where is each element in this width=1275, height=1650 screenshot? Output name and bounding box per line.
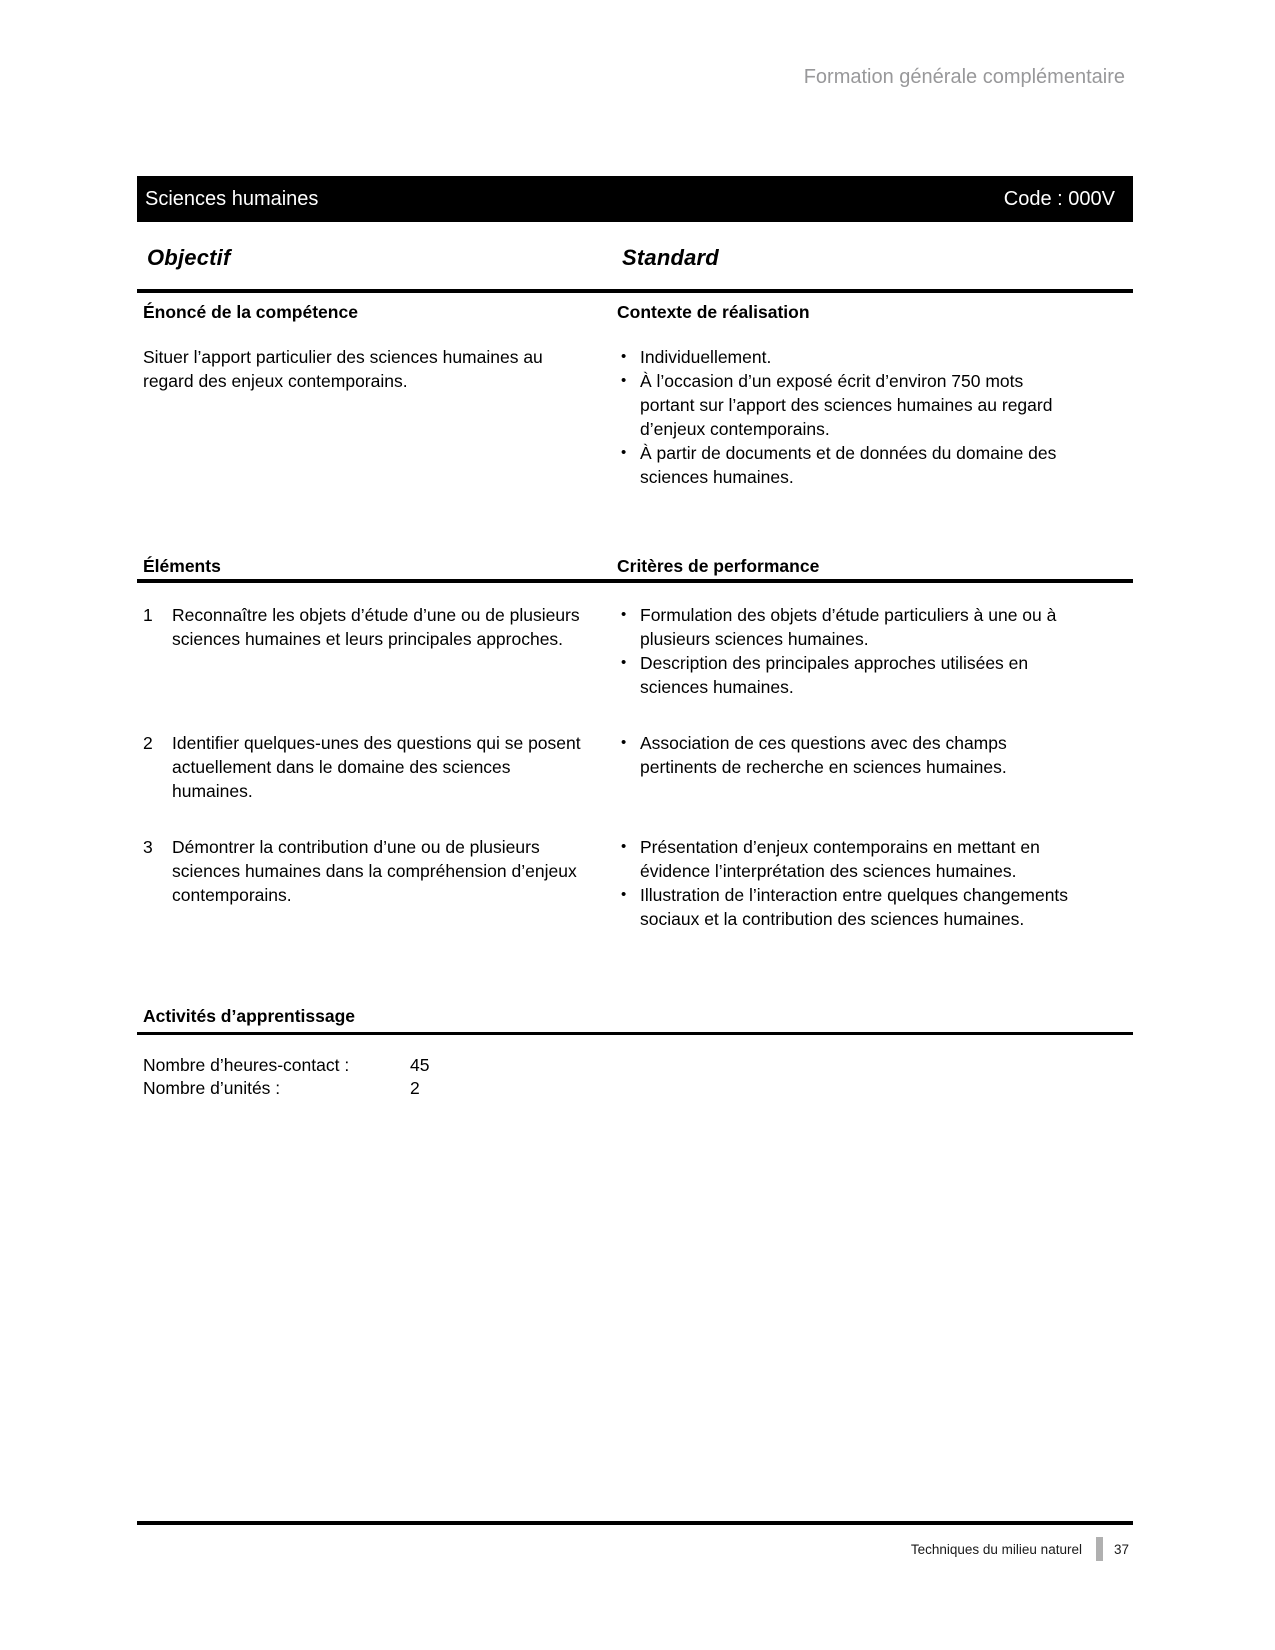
course-code: Code : 000V: [1003, 187, 1115, 210]
competence-contexte-row: [137, 345, 1133, 489]
bullet-icon: •: [621, 444, 627, 461]
bullet-text: Illustration de l’interaction entre quelques changements sociaux et la contribution des sciences humaines.: [640, 885, 1069, 929]
criteria-list: [617, 603, 1079, 699]
bullet-icon: •: [621, 606, 627, 623]
list-item: [617, 345, 1079, 369]
column-headers: [137, 245, 1133, 271]
competence-text: Situer l’apport particulier des sciences humaines au regard des enjeux contemporains.: [143, 347, 543, 391]
footer-rule: [137, 1521, 1133, 1525]
subheads-row-1: [137, 302, 1133, 323]
bullet-text: Association de ces questions avec des champs pertinents de recherche en sciences humaines.: [640, 733, 1007, 777]
contexte-list: [617, 345, 1079, 489]
list-item: [617, 441, 1079, 489]
element-number: 2: [143, 733, 153, 753]
activites-row: [137, 1077, 1133, 1100]
activites-row: [137, 1054, 1133, 1077]
bullet-icon: •: [621, 372, 627, 389]
bullet-text: Individuellement.: [640, 347, 772, 367]
element-cell: [137, 835, 617, 931]
course-title: Sciences humaines: [145, 187, 319, 210]
value: 45: [410, 1055, 430, 1075]
bullet-text: Description des principales approches utilisées en sciences humaines.: [640, 653, 1029, 697]
element-cell: [137, 731, 617, 803]
criteria-list: [617, 835, 1079, 931]
list-item: [617, 835, 1079, 883]
heading-contexte-realisation: Contexte de réalisation: [617, 302, 810, 322]
element-number: 1: [143, 605, 153, 625]
bullet-text: À partir de documents et de données du domaine des sciences humaines.: [640, 443, 1057, 487]
header-note: Formation générale complémentaire: [803, 66, 1125, 88]
value: 2: [410, 1078, 420, 1098]
activites-table: [137, 1054, 1133, 1100]
criteria-cell: [617, 731, 1133, 803]
list-item: [617, 603, 1079, 651]
bullet-icon: •: [621, 348, 627, 365]
bullet-text: Formulation des objets d’étude particuliers à une ou à plusieurs sciences humaines.: [640, 605, 1057, 649]
section-rule-top: [137, 289, 1133, 293]
footer-separator-bar: [1096, 1537, 1103, 1561]
title-bar: [137, 176, 1133, 222]
label: Nombre d’unités :: [143, 1078, 281, 1098]
bullet-icon: •: [621, 734, 627, 751]
element-cell: [137, 603, 617, 699]
heading-enonce-competence: Énoncé de la compétence: [143, 302, 358, 322]
footer: [137, 1536, 1133, 1562]
bullet-text: À l’occasion d’un exposé écrit d’environ 750 mots portant sur l’apport des sciences humaines au regard d’enjeux contemporains.: [640, 371, 1053, 439]
element-text: Démontrer la contribution d’une ou de plusieurs sciences humaines dans la compréhension d’enjeux contemporains.: [172, 837, 577, 905]
section-rule-activites: [137, 1032, 1133, 1035]
list-item: [617, 369, 1079, 441]
element-row: [137, 835, 1133, 931]
column-header-objectif: Objectif: [147, 245, 231, 270]
page-number: 37: [1113, 1541, 1129, 1557]
heading-elements: Éléments: [143, 556, 221, 576]
heading-activites-apprentissage: Activités d’apprentissage: [143, 1006, 356, 1026]
criteria-cell: [617, 835, 1133, 931]
list-item: [617, 731, 1079, 779]
column-header-standard: Standard: [622, 245, 719, 270]
criteria-cell: [617, 603, 1133, 699]
elements-table: [137, 603, 1133, 963]
list-item: [617, 883, 1079, 931]
subheads-row-2: [137, 556, 1133, 577]
label: Nombre d’heures-contact :: [143, 1055, 350, 1075]
element-row: [137, 731, 1133, 803]
criteria-list: [617, 731, 1079, 779]
section-rule-elements: [137, 579, 1133, 583]
bullet-text: Présentation d’enjeux contemporains en mettant en évidence l’interprétation des sciences humaines.: [640, 837, 1040, 881]
element-text: Identifier quelques-unes des questions qui se posent actuellement dans le domaine des sciences humaines.: [172, 733, 581, 801]
element-number: 3: [143, 837, 153, 857]
bullet-icon: •: [621, 838, 627, 855]
bullet-icon: •: [621, 886, 627, 903]
contexte-cell: [617, 345, 1133, 489]
bullet-icon: •: [621, 654, 627, 671]
element-text: Reconnaître les objets d’étude d’une ou de plusieurs sciences humaines et leurs principales approches.: [172, 605, 580, 649]
footer-text: Techniques du milieu naturel: [910, 1541, 1082, 1557]
heading-criteres-performance: Critères de performance: [617, 556, 820, 576]
element-row: [137, 603, 1133, 699]
list-item: [617, 651, 1079, 699]
